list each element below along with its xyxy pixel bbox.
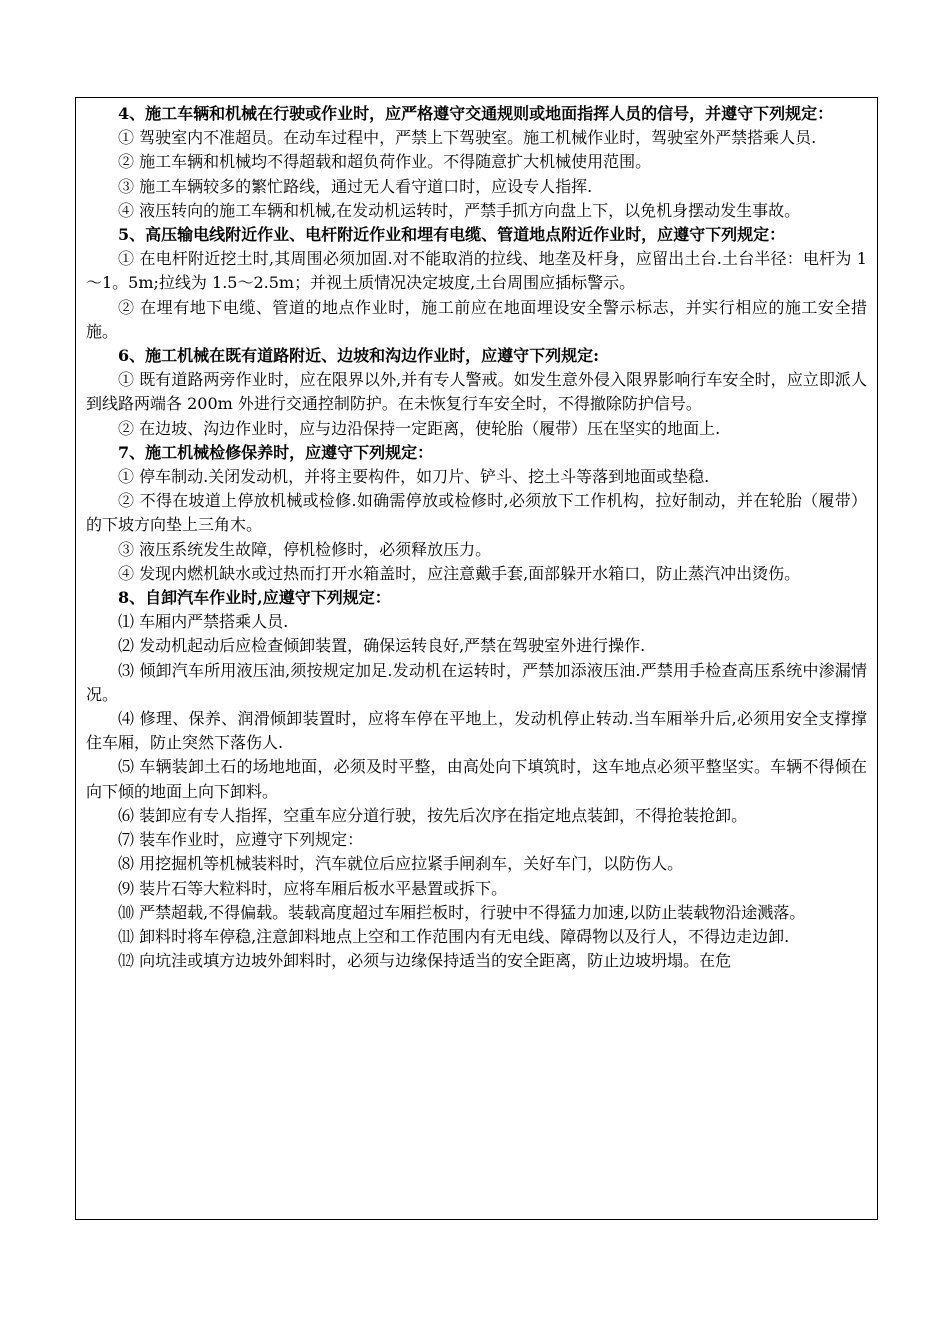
section-8-item-1: ⑴ 车厢内严禁搭乘人员. [118, 612, 289, 632]
section-6-heading: 6、施工机械在既有道路附近、边坡和沟边作业时，应遵守下列规定: [118, 346, 600, 366]
section-5-heading: 5、高压输电线附近作业、电杆附近作业和埋有电缆、管道地点附近作业时，应遵守下列规定： [118, 225, 786, 245]
section-8-item-4: ⑷ 修理、保养、润滑倾卸装置时，应将车停在平地上，发动机停止转动.当车厢举升后,必须用安全支撑撑住车厢，防止突然下落伤人. [86, 709, 867, 753]
section-8-item-6: ⑹ 装卸应有专人指挥，空重车应分道行驶，按先后次序在指定地点装卸，不得抢装抢卸。 [118, 805, 748, 825]
section-7-item-1: ① 停车制动.关闭发动机，并将主要构件，如刀片、铲斗、挖土斗等落到地面或垫稳. [118, 467, 710, 487]
section-8-item-9: ⑼ 装片石等大粒料时，应将车厢后板水平悬置或拆下。 [118, 878, 508, 898]
section-7-heading: 7、施工机械检修保养时，应遵守下列规定： [118, 442, 434, 462]
section-8-item-2: ⑵ 发动机起动后应检查倾卸装置，确保运转良好,严禁在驾驶室外进行操作. [118, 636, 646, 656]
section-5-item-1: ① 在电杆附近挖土时,其周围必须加固.对不能取消的拉线、地垄及杆身，应留出土台.土台半径：电杆为 1～1。5m;拉线为 1.5～2.5m；并视土质情况决定坡度,土台周围应插标警示。 [86, 249, 867, 293]
section-8-item-5: ⑸ 车辆装卸土石的场地地面，必须及时平整，由高处向下填筑时，这车地点必须平整坚实。车辆不得倾在向下倾的地面上向下卸料。 [86, 757, 867, 801]
section-7-item-3: ③ 液压系统发生故障，停机检修时，必须释放压力。 [118, 539, 492, 559]
section-6-item-1: ① 既有道路两旁作业时，应在限界以外,并有专人警戒。如发生意外侵入限界影响行车安全时，应立即派人到线路两端各 200m 外进行交通控制防护。在未恢复行车安全时，不得撤除防护信号。 [86, 370, 867, 414]
section-6-item-2: ② 在边坡、沟边作业时，应与边沿保持一定距离，使轮胎（履带）压在坚实的地面上. [118, 418, 721, 438]
section-7-item-4: ④ 发现内燃机缺水或过热而打开水箱盖时，应注意戴手套,面部躲开水箱口，防止蒸汽冲出烫伤。 [118, 563, 801, 583]
section-8-item-10: ⑽ 严禁超载,不得偏载。装载高度超过车厢拦板时，行驶中不得猛力加速,以防止装载物沿途溅落。 [118, 902, 806, 922]
section-8-item-8: ⑻ 用挖掘机等机械装料时，汽车就位后应拉紧手闸刹车，关好车门，以防伤人。 [118, 854, 684, 874]
section-8-item-12: ⑿ 向坑洼或填方边坡外卸料时，必须与边缘保持适当的安全距离，防止边坡坍塌。在危 [118, 951, 732, 971]
section-4-item-2: ② 施工车辆和机械均不得超载和超负荷作业。不得随意扩大机械使用范围。 [118, 152, 652, 172]
section-8-item-11: ⑾ 卸料时将车停稳,注意卸料地点上空和工作范围内有无电线、障碍物以及行人，不得边走边卸. [118, 926, 790, 946]
section-4-item-3: ③ 施工车辆较多的繁忙路线，通过无人看守道口时，应设专人指挥. [118, 176, 593, 196]
section-4-item-4: ④ 液压转向的施工车辆和机械,在发动机运转时，严禁手抓方向盘上下，以免机身摆动发生事故。 [118, 200, 801, 220]
document-table-cell [75, 97, 878, 1220]
section-8-heading: 8、自卸汽车作业时,应遵守下列规定： [118, 588, 391, 608]
section-7-item-2: ② 不得在坡道上停放机械或检修.如确需停放或检修时,必须放下工作机构，拉好制动，并在轮胎（履带）的下坡方向垫上三角木。 [86, 491, 867, 535]
section-8-item-7: ⑺ 装车作业时，应遵守下列规定： [118, 830, 364, 850]
section-4-item-1: ① 驾驶室内不准超员。在动车过程中，严禁上下驾驶室。施工机械作业时，驾驶室外严禁搭乘人员. [118, 128, 817, 148]
section-5-item-2: ② 在埋有地下电缆、管道的地点作业时，施工前应在地面埋设安全警示标志，并实行相应的施工安全措施。 [86, 297, 867, 341]
section-4-heading: 4、施工车辆和机械在行驶或作业时，应严格遵守交通规则或地面指挥人员的信号，并遵守下列规定： [118, 104, 834, 123]
section-8-item-3: ⑶ 倾卸汽车所用液压油,须按规定加足.发动机在运转时，严禁加添液压油.严禁用手检查高压系统中渗漏情况。 [86, 660, 867, 704]
document-body [76, 98, 877, 973]
